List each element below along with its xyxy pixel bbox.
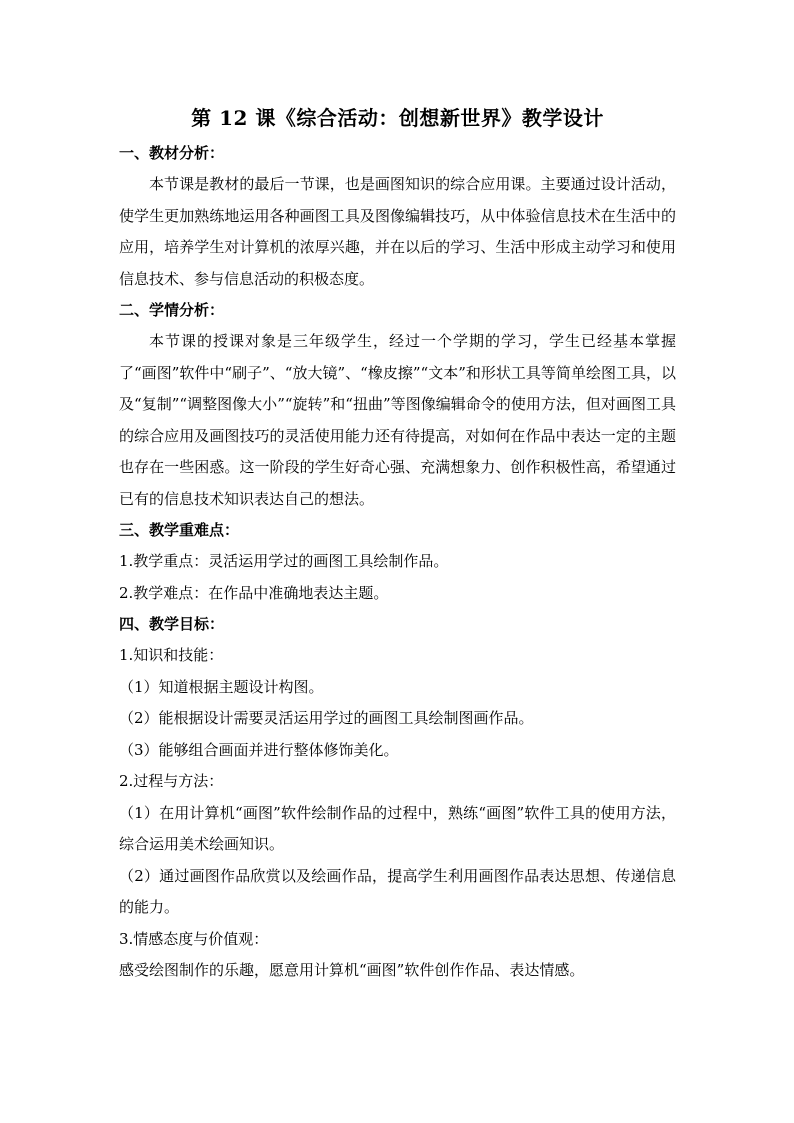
knowledge-skills-heading: 1.知识和技能：	[119, 646, 224, 664]
knowledge-item: （2）能根据设计需要灵活运用学过的画图工具绘制图画作品。	[119, 709, 534, 727]
section-heading-key-points: 三、教学重难点：	[119, 521, 240, 539]
difficulty-line: 2.教学难点：在作品中准确地表达主题。	[119, 583, 389, 602]
process-item: （1）在用计算机“画图”软件绘制作品的过程中，熟练“画图”软件工具的使用方法，综合运用美术绘画知识。	[119, 803, 676, 853]
process-methods-heading: 2.过程与方法：	[119, 772, 224, 790]
knowledge-item: （3）能够组合画面并进行整体修饰美化。	[119, 740, 399, 759]
section-heading-textbook-analysis: 一、教材分析：	[119, 144, 225, 162]
student-analysis-paragraph: 本节课的授课对象是三年级学生，经过一个学期的学习，学生已经基本掌握了“画图”软件中“刷子”、“放大镜”、“橡皮擦”“文本”和形状工具等简单绘图工具，以及“复制”“调整图像大小”“旋转”和“扭曲”等图像编辑命令的使用方法，但对画图工具的综合应用及画图技巧的灵活使用能力还有待提高，对如何在作品中表达一定的主题也存在一些困惑。这一阶段的学生好奇心强、充满想象力、创作积极性高，希望通过已有的信息技术知识表达自己的想法。	[119, 332, 676, 508]
key-point-line: 1.教学重点：灵活运用学过的画图工具绘制作品。	[119, 552, 449, 570]
section-heading-student-analysis: 二、学情分析：	[119, 301, 225, 319]
document-page	[119, 100, 676, 987]
process-item: （2）通过画图作品欣赏以及绘画作品，提高学生利用画图作品表达思想、传递信息的能力。	[119, 866, 676, 916]
knowledge-item: （1）知道根据主题设计构图。	[119, 677, 324, 696]
section-heading-objectives: 四、教学目标：	[119, 615, 225, 633]
textbook-analysis-paragraph: 本节课是教材的最后一节课，也是画图知识的综合应用课。主要通过设计活动，使学生更加熟练地运用各种画图工具及图像编辑技巧，从中体验信息技术在生活中的应用，培养学生对计算机的浓厚兴趣，并在以后的学习、生活中形成主动学习和使用信息技术、参与信息活动的积极态度。	[119, 175, 676, 288]
document-title: 第 12 课《综合活动：创想新世界》教学设计	[191, 106, 604, 130]
emotion-values-text: 感受绘图制作的乐趣，愿意用计算机“画图”软件创作作品、表达情感。	[119, 961, 585, 979]
emotion-values-heading: 3.情感态度与价值观：	[119, 929, 269, 948]
